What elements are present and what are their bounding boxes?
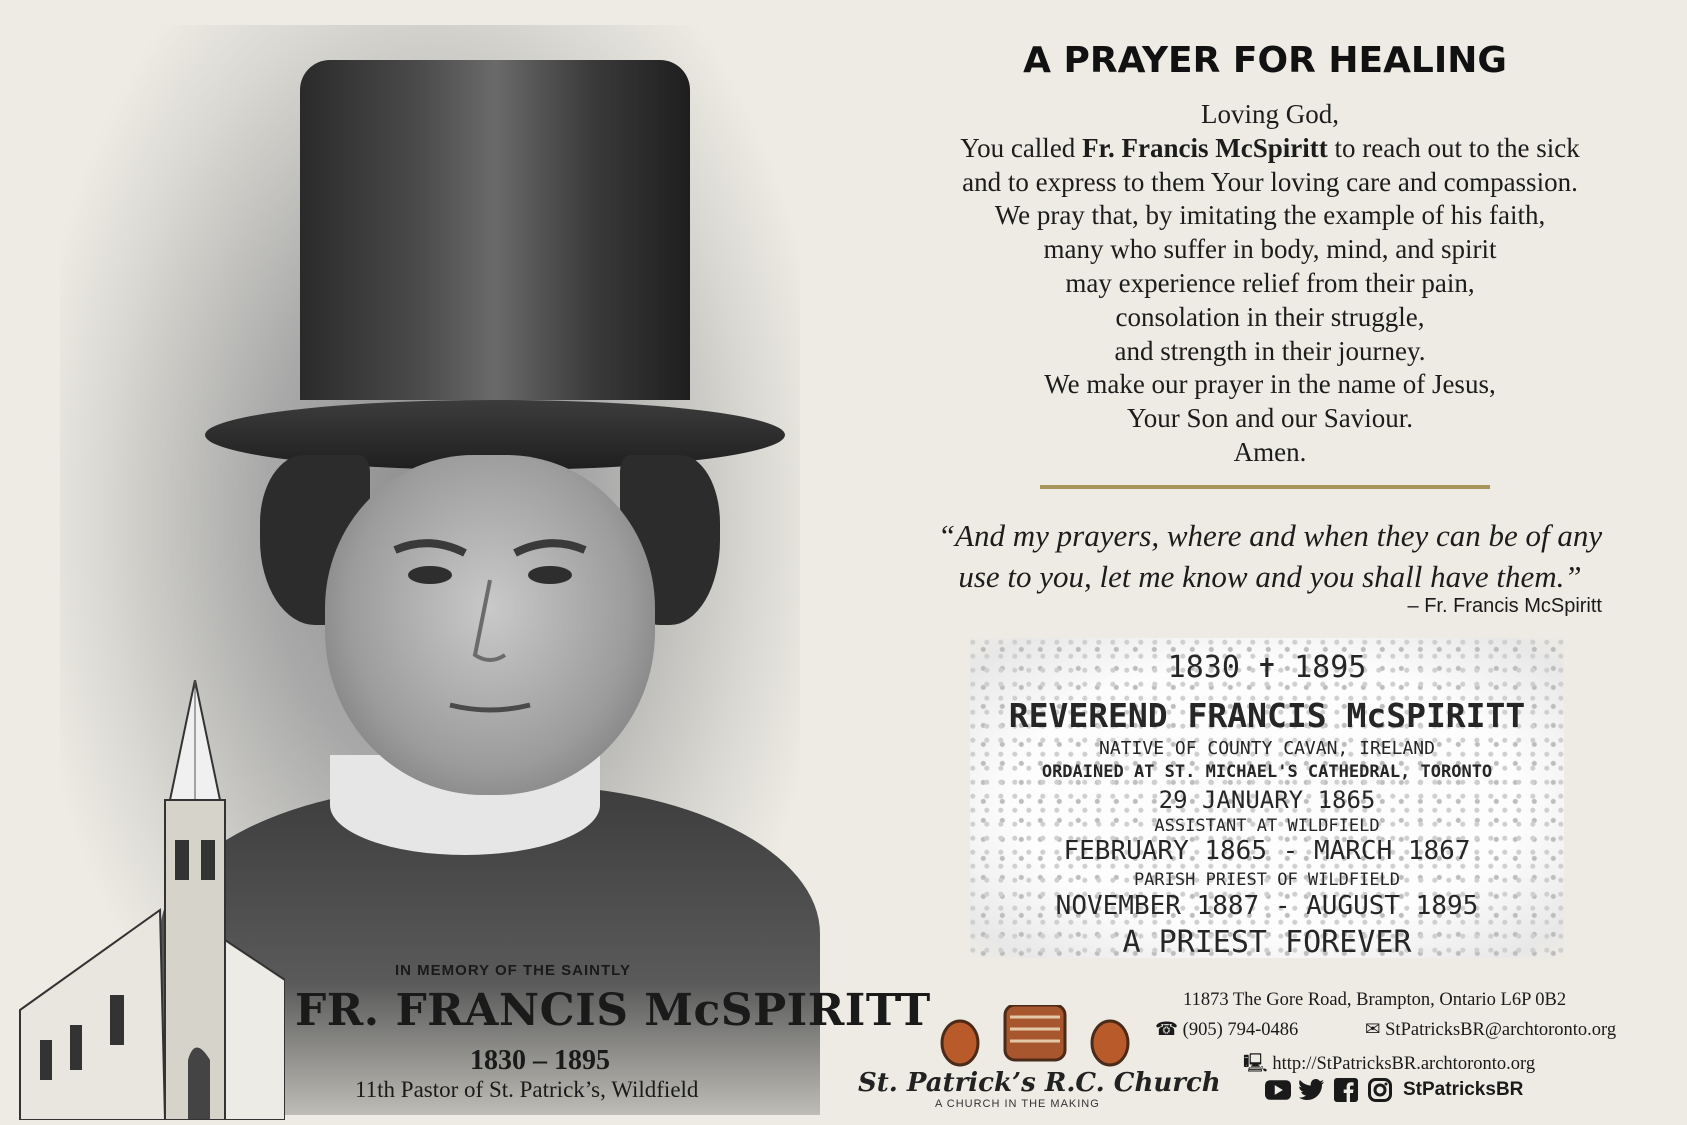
gravestone-name: REVEREND FRANCIS McSPIRITT <box>1008 696 1526 735</box>
church-illustration <box>10 680 285 1120</box>
prayer-priest-name: Fr. Francis McSpiritt <box>1082 132 1328 163</box>
prayer-line: We pray that, by imitating the example of his faith, <box>994 200 1546 231</box>
prayer-line: and strength in their journey. <box>1114 335 1426 366</box>
prayer-line-text: You called <box>960 132 1083 163</box>
pastor-subtitle: 11th Pastor of St. Patrick’s, Wildfield <box>355 1077 699 1102</box>
gravestone-parish-dates: NOVEMBER 1887 - AUGUST 1895 <box>1055 891 1479 921</box>
quote-attribution: – Fr. Francis McSpiritt <box>1407 595 1602 617</box>
prayer-line: Loving God, <box>1201 99 1339 129</box>
divider <box>1040 485 1490 489</box>
prayer-line: Amen. <box>1233 436 1307 467</box>
life-years: 1830 – 1895 <box>470 1045 610 1076</box>
prayer-line: many who suffer in body, mind, and spirit <box>1043 234 1497 265</box>
prayer-title: A PRAYER FOR HEALING <box>1023 40 1507 81</box>
prayer-text <box>880 98 1660 470</box>
gravestone-photo <box>970 638 1564 958</box>
gravestone-native: NATIVE OF COUNTY CAVAN, IRELAND <box>1099 738 1435 759</box>
church-tagline: A CHURCH IN THE MAKING <box>935 1098 1100 1110</box>
memory-label: IN MEMORY OF THE SAINTLY <box>395 962 631 979</box>
instagram-icon[interactable] <box>1367 1077 1393 1103</box>
prayer-line: We make our prayer in the name of Jesus, <box>1044 369 1496 400</box>
prayer-line: Your Son and our Saviour. <box>1126 403 1414 434</box>
phone-row <box>1155 1019 1298 1041</box>
website-link[interactable]: http://StPatricksBR.archtoronto.org <box>1272 1054 1536 1074</box>
gravestone-ordained: ORDAINED AT ST. MICHAEL'S CATHEDRAL, TORONTO <box>1041 762 1493 782</box>
prayer-line <box>880 132 1660 166</box>
prayer-line-text: to reach out to the sick <box>1327 132 1580 163</box>
social-handle[interactable]: StPatricksBR <box>1403 1079 1524 1100</box>
email-row <box>1365 1019 1616 1041</box>
email-link[interactable]: StPatricksBR@archtoronto.org <box>1385 1020 1617 1040</box>
gravestone-epitaph: A PRIEST FOREVER <box>1122 925 1412 958</box>
gravestone-parish: PARISH PRIEST OF WILDFIELD <box>1133 870 1401 890</box>
quote-line: “And my prayers, where and when they can be of any <box>937 518 1603 553</box>
gravestone-assistant-dates: FEBRUARY 1865 - MARCH 1867 <box>1063 836 1471 866</box>
priest-name: FR. FRANCIS McSPIRITT <box>295 985 931 1036</box>
prayer-line: consolation in their struggle, <box>1115 301 1425 332</box>
gravestone-ordained-date: 29 JANUARY 1865 <box>1158 786 1376 814</box>
facebook-icon[interactable] <box>1333 1077 1359 1103</box>
church-name-script: St. Patrick’s R.C. Church <box>858 1068 1221 1098</box>
gravestone-assistant: ASSISTANT AT WILDFIELD <box>1154 816 1380 836</box>
face <box>325 455 655 795</box>
quote <box>880 515 1660 597</box>
social-links <box>1265 1077 1523 1103</box>
computer-icon: 🖳 <box>1243 1054 1268 1074</box>
phone-icon: ☎ <box>1155 1020 1179 1040</box>
top-hat <box>300 60 690 400</box>
prayer-line: may experience relief from their pain, <box>1065 267 1475 298</box>
gravestone-years: 1830 ✝ 1895 <box>1167 650 1367 685</box>
envelope-icon: ✉ <box>1365 1020 1381 1040</box>
quote-line: use to you, let me know and you shall have them.” <box>958 559 1582 594</box>
twitter-icon[interactable] <box>1299 1077 1325 1103</box>
youtube-icon[interactable] <box>1265 1077 1291 1103</box>
address: 11873 The Gore Road, Brampton, Ontario L6P 0B2 <box>1183 990 1567 1010</box>
phone-number[interactable]: (905) 794-0486 <box>1182 1020 1299 1040</box>
prayer-line: and to express to them Your loving care and compassion. <box>962 166 1578 197</box>
